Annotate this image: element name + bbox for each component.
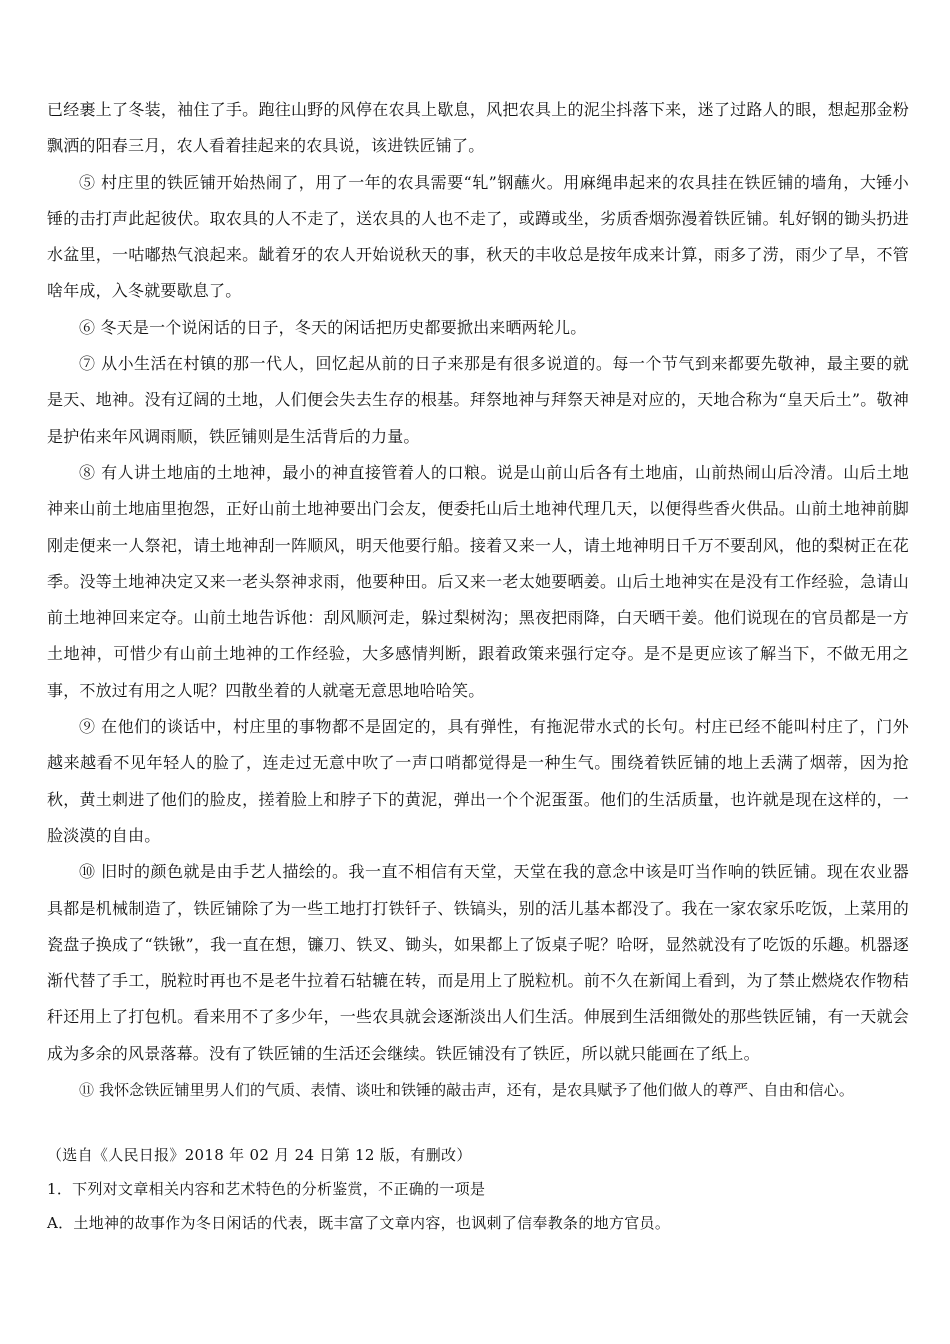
- article-paragraph-intro: 已经裹上了冬装，袖住了手。跑往山野的风停在农具上歇息，风把农具上的泥尘抖落下来，迷了过路人的眼，想起那金粉飘洒的阳春三月，农人看着挂起来的农具说，该进铁匠铺了。: [47, 100, 909, 156]
- article-paragraph-7: ⑦ 从小生活在村镇的那一代人，回忆起从前的日子来那是有很多说道的。每一个节气到来都要先敬神，最主要的就是天、地神。没有辽阔的土地，人们便会失去生存的根基。拜祭地神与拜祭天神是对应的，天地合称为“皇天后土”。敬神是护佑来年风调雨顺，铁匠铺则是生活背后的力量。: [47, 354, 909, 446]
- article-paragraph-11: ⑪ 我怀念铁匠铺里男人们的气质、表情、谈吐和铁锤的敲击声，还有，是农具赋予了他们做人的尊严、自由和信心。: [79, 1081, 854, 1100]
- question-option-a: A．土地神的故事作为冬日闲话的代表，既丰富了文章内容，也讽刺了信奉教条的地方官员。: [47, 1214, 671, 1233]
- document-page: [47, 92, 909, 1240]
- article-paragraph-9: ⑨ 在他们的谈话中，村庄里的事物都不是固定的，具有弹性，有拖泥带水式的长句。村庄已经不能叫村庄了，门外越来越看不见年轻人的脸了，连走过无意中吹了一声口哨都觉得是一种生气。围绕着铁匠铺的地上丢满了烟蒂，因为抢秋，黄土刺进了他们的脸皮，搓着脸上和脖子下的黄泥，弹出一个个泥蛋蛋。他们的生活质量，也许就是现在这样的，一脸淡漠的自由。: [47, 717, 909, 845]
- article-paragraph-6: ⑥ 冬天是一个说闲话的日子，冬天的闲话把历史都要掀出来晒两轮儿。: [79, 317, 587, 337]
- article-paragraph-10: ⑩ 旧时的颜色就是由手艺人描绘的。我一直不相信有天堂，天堂在我的意念中该是叮当作响的铁匠铺。现在农业器具都是机械制造了，铁匠铺除了为一些工地打打铁钎子、铁镐头，别的活儿基本都没了。我在一家农家乐吃饭，上菜用的瓷盘子换成了“铁锹”，我一直在想，镰刀、铁叉、锄头，如果都上了饭桌子呢？哈呀，显然就没有了吃饭的乐趣。机器逐渐代替了手工，脱粒时再也不是老牛拉着石轱辘在转，而是用上了脱粒机。前不久在新闻上看到，为了禁止燃烧农作物秸秆还用上了打包机。看来用不了多少年，一些农具就会逐渐淡出人们生活。伸展到生活细微处的那些铁匠铺，有一天就会成为多余的风景落幕。没有了铁匠铺的生活还会继续。铁匠铺没有了铁匠，所以就只能画在了纸上。: [47, 862, 909, 1063]
- article-paragraph-8: ⑧ 有人讲土地庙的土地神，最小的神直接管着人的口粮。说是山前山后各有土地庙，山前热闹山后冷清。山后土地神来山前土地庙里抱怨，正好山前土地神要出门会友，便委托山后土地神代理几天，以便得些香火供品。山前土地神前脚刚走便来一人祭祀，请土地神刮一阵顺风，明天他要行船。接着又来一人，请土地神明日千万不要刮风，他的梨树正在花季。没等土地神决定又来一老头祭神求雨，他要种田。后又来一老太她要晒姜。山后土地神实在是没有工作经验，急请山前土地神回来定夺。山前土地告诉他：刮风顺河走，躲过梨树沟；黑夜把雨降，白天晒干姜。他们说现在的官员都是一方土地神，可惜少有山前土地神的工作经验，大多感情判断，跟着政策来强行定夺。是不是更应该了解当下，不做无用之事，不放过有用之人呢？四散坐着的人就毫无意思地哈哈笑。: [47, 462, 909, 700]
- article-source: （选自《人民日报》2018 年 02 月 24 日第 12 版，有删改）: [47, 1146, 472, 1165]
- article-paragraph-5: ⑤ 村庄里的铁匠铺开始热闹了，用了一年的农具需要“轧”钢蘸火。用麻绳串起来的农具挂在铁匠铺的墙角，大锤小锤的击打声此起彼伏。取农具的人不走了，送农具的人也不走了，或蹲或坐，劣质香烟弥漫着铁匠铺。轧好钢的锄头扔进水盆里，一咕嘟热气浪起来。龇着牙的农人开始说秋天的事，秋天的丰收总是按年成来计算，雨多了涝，雨少了旱，不管啥年成，入冬就要歇息了。: [47, 172, 909, 301]
- question-stem: 1．下列对文章相关内容和艺术特色的分析鉴赏，不正确的一项是: [47, 1180, 486, 1199]
